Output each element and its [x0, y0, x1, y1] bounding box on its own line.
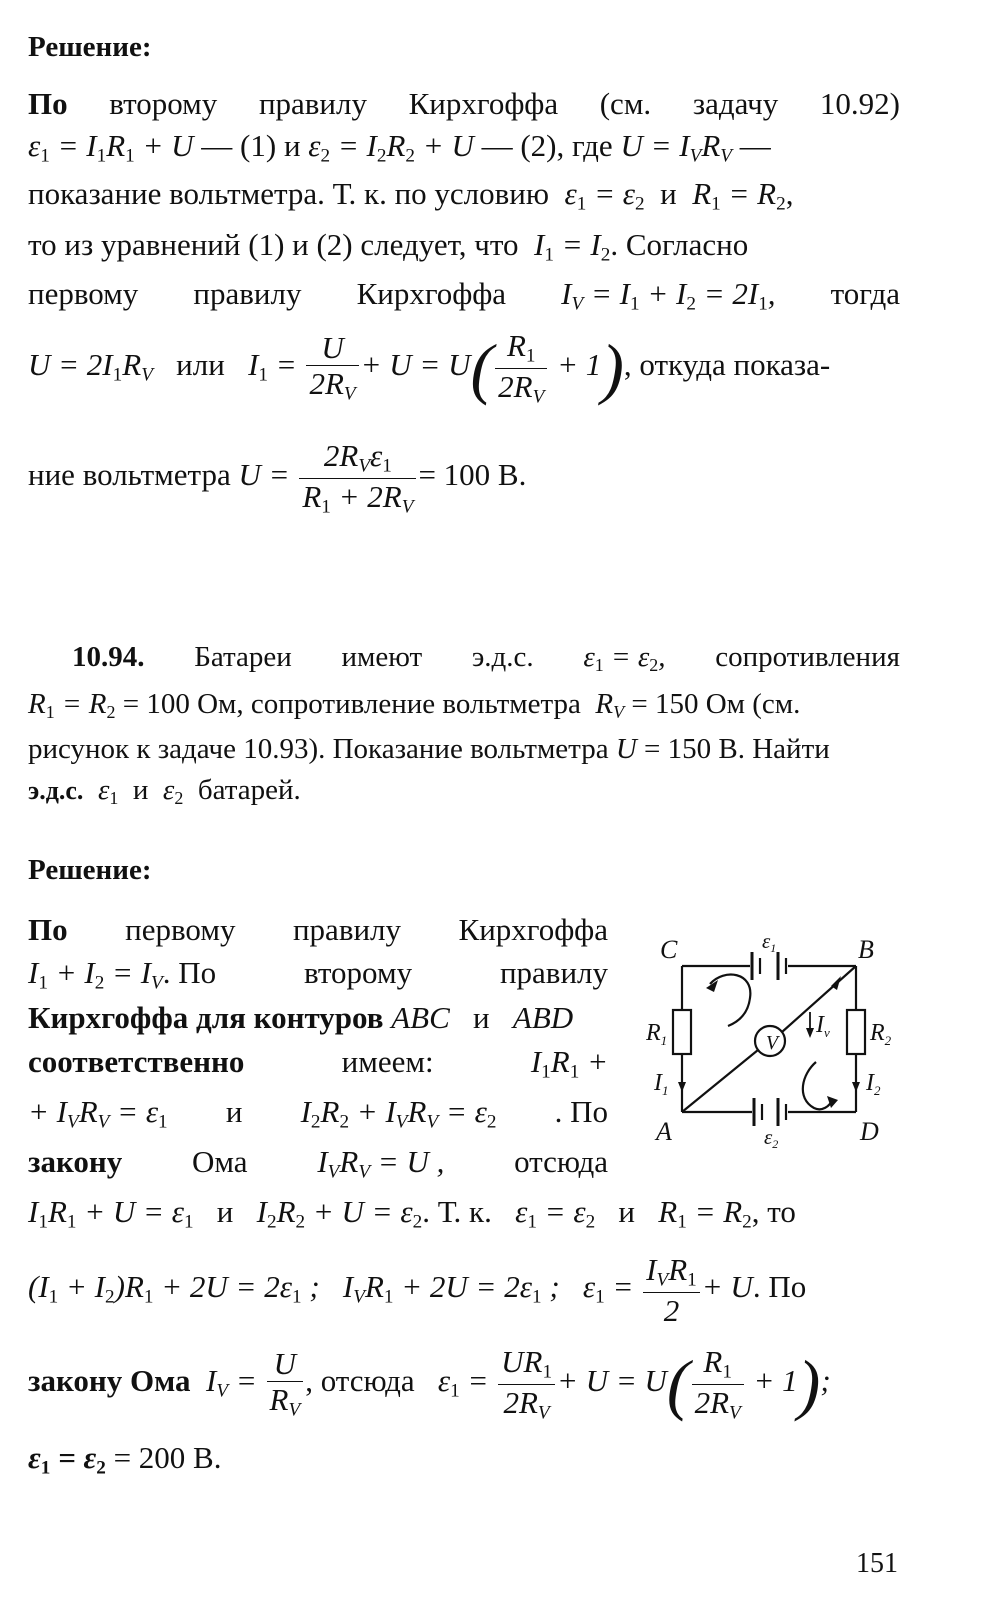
resistor-r1	[673, 1010, 691, 1054]
formula: + $I_VR_V = \varepsilon_1$	[28, 1094, 168, 1133]
solution-2-line-2	[28, 957, 608, 993]
text: то из уравнений (1) и (2) следует, что	[28, 227, 519, 262]
text: , отсюда	[305, 1363, 415, 1399]
text: . Т. к.	[422, 1194, 492, 1229]
formula: $R_1 = R_2$	[658, 1194, 752, 1233]
text: правилу	[292, 912, 402, 947]
solution-2-line-7	[28, 1196, 908, 1232]
page-number: 151	[856, 1548, 898, 1579]
text: = 150 Ом (см.	[631, 688, 801, 720]
wire-diagonal-lower	[682, 1050, 758, 1112]
resistor-r2	[847, 1010, 865, 1054]
node-d-label: D	[860, 1117, 879, 1146]
solution-2-line-3	[28, 1002, 608, 1033]
text: Кирхгоффа	[458, 912, 608, 947]
solution-1-line-6	[28, 330, 908, 406]
result: = 200 В.	[113, 1440, 222, 1475]
formula: $\varepsilon_1 = \varepsilon_2$	[564, 176, 645, 215]
current-i2-arrow-head	[852, 1082, 860, 1092]
text: соответственно	[28, 1044, 245, 1079]
solution-2-line-8	[28, 1254, 908, 1326]
solution-1-line-1	[28, 88, 900, 119]
text: , то	[751, 1194, 796, 1229]
r1-label: $R_1$	[646, 1020, 668, 1048]
formula-fraction: U = $\frac{2R_V\varepsilon_1}{R_1 + 2R_V}$	[239, 457, 419, 492]
text: = 100 Ом, сопротивление вольтметра	[122, 688, 581, 720]
contour-abd: ABD	[512, 1000, 574, 1035]
formula-voltmeter: $U = I_VR_V$	[620, 128, 732, 167]
solution-1-line-5	[28, 278, 900, 314]
text: . По	[162, 955, 217, 990]
formula-2: $\varepsilon_2 = I_2R_2 + U$	[308, 128, 474, 167]
text: — (1) и	[201, 128, 301, 163]
solution-2-line-5	[28, 1096, 608, 1132]
contour-abc: ABC	[391, 1000, 450, 1035]
text: Кирхгоффа	[356, 276, 507, 311]
node-b-label: B	[858, 935, 874, 964]
circuit-diagram	[646, 928, 918, 1153]
formula: $R_1 = R_2$	[692, 176, 786, 215]
text: , откуда показа-	[623, 347, 831, 383]
formula: $I_1R_1 + U = \varepsilon_1$	[28, 1194, 194, 1233]
i2-label: $I_2$	[866, 1070, 881, 1098]
text: первому	[125, 912, 236, 947]
solution-2-line-10	[28, 1442, 908, 1478]
solution-heading-2: Решение:	[28, 854, 152, 886]
solution-2-line-1	[28, 914, 608, 945]
text: правилу	[499, 955, 608, 990]
text: и	[473, 1000, 490, 1035]
text: закону	[28, 1144, 123, 1179]
formula: $I_V$ = $\frac{U}{R_V}$	[206, 1363, 305, 1398]
text: и	[225, 1094, 243, 1129]
formula: $\varepsilon_2$	[162, 774, 184, 809]
text: имеем:	[341, 1044, 434, 1079]
emf-1-label: ε1	[762, 929, 777, 955]
solution-1-line-3: показание вольтметра. Т. к. по условию $\varepsilon_1 = \varepsilon_2$ и $R_1 = R_2$,	[28, 176, 794, 215]
formula: $I_1 = I_2$	[534, 227, 611, 266]
text: Батареи	[194, 641, 292, 673]
text: э.д.с.	[471, 641, 534, 673]
formula: U	[615, 733, 637, 765]
formula: $\varepsilon_1 = \varepsilon_2$,	[583, 641, 666, 676]
emf-2-label: ε2	[764, 1125, 779, 1151]
text: Кирхгоффа для контуров	[28, 1000, 384, 1035]
formula: $I_1R_1$ +	[530, 1044, 608, 1083]
iv-label: $I_v$	[816, 1012, 830, 1040]
formula: $I_2R_2 + U = \varepsilon_2$	[256, 1194, 423, 1233]
text: и	[132, 774, 149, 806]
formula: $\varepsilon_1$	[97, 774, 119, 809]
text: тогда	[830, 276, 900, 311]
text: или	[176, 347, 225, 383]
text: Ома	[192, 1144, 248, 1179]
formula: $U = 2I_1R_V$	[28, 347, 153, 386]
text: и	[618, 1194, 636, 1229]
solution-2-line-4	[28, 1046, 608, 1082]
text: . Согласно	[610, 227, 749, 262]
formula: $I_V = I_1 + I_2 = 2I_1$,	[561, 276, 776, 315]
text: —	[739, 128, 771, 163]
text: отсюда	[514, 1144, 608, 1179]
text: ние вольтметра	[28, 457, 231, 493]
text: первому	[28, 276, 139, 311]
current-i1-arrow-head	[678, 1082, 686, 1092]
solution-1-line-2	[28, 130, 900, 166]
text: рисунок к задаче 10.93). Показание вольтметра	[28, 733, 609, 765]
solution-1-line-7	[28, 440, 908, 516]
problem-line-1	[72, 643, 900, 674]
word: По	[28, 86, 68, 121]
problem-line-4	[28, 776, 908, 807]
formula: $\varepsilon_1 = \varepsilon_2$	[515, 1194, 596, 1233]
solution-2-line-6	[28, 1146, 608, 1182]
text: По	[28, 912, 68, 947]
formula-fraction: $I_1$ = $\frac{U}{2R_V}$ + U = U( $\frac{R_1}{2R_V}$ + 1)	[248, 328, 624, 407]
word: 10.92)	[819, 86, 900, 121]
result: = 100 В.	[418, 457, 527, 493]
text: э.д.с.	[28, 776, 84, 805]
formula: $I_2R_2 + I_VR_V = \varepsilon_2$	[300, 1094, 497, 1133]
word: второму	[109, 86, 218, 121]
word: правилу	[258, 86, 367, 121]
r2-label: $R_2$	[870, 1020, 892, 1048]
node-c-label: C	[660, 935, 678, 964]
text: сопротивления	[715, 641, 900, 673]
i1-label: $I_1$	[654, 1070, 669, 1098]
formula: $\varepsilon_1 = \varepsilon_2$	[28, 1440, 106, 1479]
word: Кирхгоффа	[408, 86, 559, 121]
loop-arrow-abd	[803, 1062, 832, 1109]
text: . По	[752, 1268, 807, 1304]
node-a-label: A	[656, 1117, 672, 1146]
problem-line-3	[28, 735, 908, 764]
formula: $(I_1 + I_2)R_1 + 2U = 2\varepsilon_1$ ; $I_VR_1 + 2U = 2\varepsilon_1$ ; $\varepsilon_1$ = $\frac{I_VR_1}{2}$ + U	[28, 1252, 753, 1328]
voltmeter-label: V	[765, 1032, 779, 1054]
problem-line-2	[28, 690, 908, 721]
text: правилу	[193, 276, 302, 311]
word: (см.	[599, 86, 652, 121]
formula: $R_V$	[595, 688, 625, 723]
solution-2-line-9	[28, 1346, 908, 1422]
formula: $\varepsilon_1$ = $\frac{UR_1}{2R_V}$ + U = U( $\frac{R_1}{2R_V}$ + 1);	[437, 1344, 831, 1423]
text: и	[216, 1194, 234, 1229]
text: . По	[554, 1094, 608, 1129]
text: и	[660, 176, 677, 211]
text: = 150 В. Найти	[644, 733, 830, 765]
word: задачу	[692, 86, 779, 121]
problem-number: 10.94.	[72, 641, 145, 673]
text: имеют	[341, 641, 423, 673]
text: батарей.	[197, 774, 301, 806]
text: закону Ома	[28, 1363, 191, 1399]
solution-1-line-4	[28, 229, 908, 265]
formula: $I_VR_V = U$ ,	[317, 1144, 445, 1183]
solution-heading-1: Решение:	[28, 31, 152, 63]
formula-1: $\varepsilon_1 = I_1R_1 + U$	[28, 128, 194, 167]
text: показание вольтметра. Т. к. по условию	[28, 176, 550, 211]
formula: $R_1 = R_2$	[28, 688, 116, 723]
formula: $I_1 + I_2 = I_V$. По	[28, 955, 217, 994]
text: второму	[304, 955, 413, 990]
text: — (2), где	[481, 128, 613, 163]
